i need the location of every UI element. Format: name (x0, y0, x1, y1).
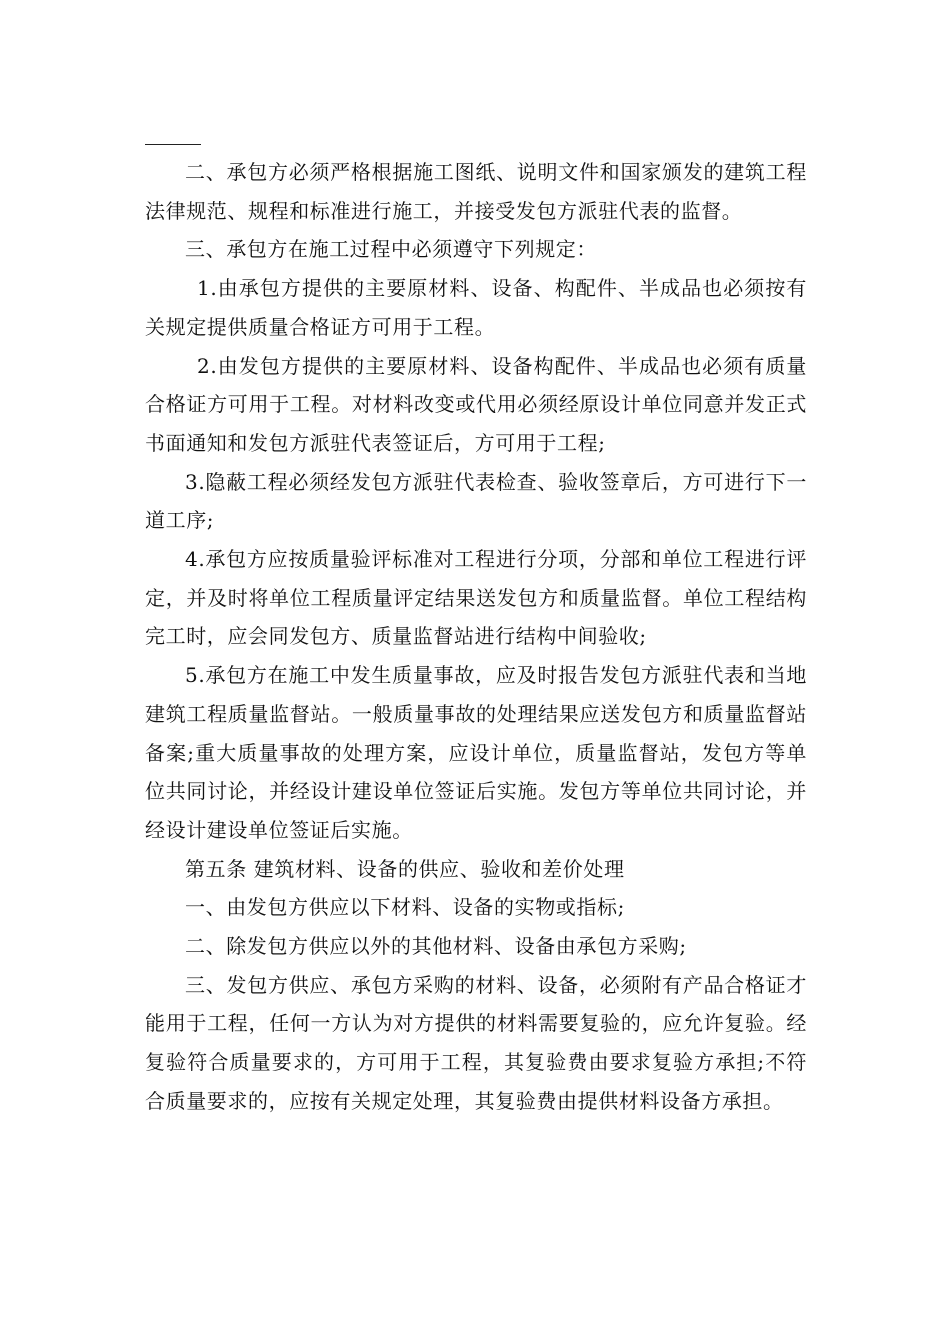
paragraph-rule-4: 4.承包方应按质量验评标准对工程进行分项，分部和单位工程进行评定，并及时将单位工程质量评定结果送发包方和质量监督。单位工程结构完工时，应会同发包方、质量监督站进行结构中间验收; (145, 547, 807, 649)
paragraph-article-five-item-1: 一、由发包方供应以下材料、设备的实物或指标; (185, 895, 625, 920)
article-five-heading: 第五条 建筑材料、设备的供应、验收和差价处理 (185, 856, 625, 881)
paragraph-article-five-item-2: 二、除发包方供应以外的其他材料、设备由承包方采购; (185, 934, 687, 959)
paragraph-article-five-item-3: 三、发包方供应、承包方采购的材料、设备，必须附有产品合格证才能用于工程，任何一方认为对方提供的材料需要复验的，应允许复验。经复验符合质量要求的，方可用于工程，其复验费由要求复验方承担;不符合质量要求的，应按有关规定处理，其复验费由提供材料设备方承担。 (145, 972, 807, 1113)
paragraph-rule-5: 5.承包方在施工中发生质量事故，应及时报告发包方派驻代表和当地建筑工程质量监督站。一般质量事故的处理结果应送发包方和质量监督站备案;重大质量事故的处理方案，应设计单位，质量监督站，发包方等单位共同讨论，并经设计建设单位签证后实施。发包方等单位共同讨论，并经设计建设单位签证后实施。 (145, 663, 808, 842)
paragraph-construction-rules-heading: 三、承包方在施工过程中必须遵守下列规定： (185, 237, 597, 262)
paragraph-rule-1: 1.由承包方提供的主要原材料、设备、构配件、半成品也必须按有关规定提供质量合格证方可用于工程。 (145, 276, 807, 339)
blank-underline (145, 144, 201, 145)
paragraph-rule-3: 3.隐蔽工程必须经发包方派驻代表检查、验收签章后，方可进行下一道工序; (145, 469, 807, 533)
paragraph-rule-2: 2.由发包方提供的主要原材料、设备构配件、半成品也必须有质量合格证方可用于工程。对材料改变或代用必须经原设计单位同意并发正式书面通知和发包方派驻代表签证后，方可用于工程; (145, 353, 807, 455)
paragraph-quality-compliance: 二、承包方必须严格根据施工图纸、说明文件和国家颁发的建筑工程法律规范、规程和标准进行施工，并接受发包方派驻代表的监督。 (145, 160, 807, 223)
document-body (145, 153, 807, 1121)
